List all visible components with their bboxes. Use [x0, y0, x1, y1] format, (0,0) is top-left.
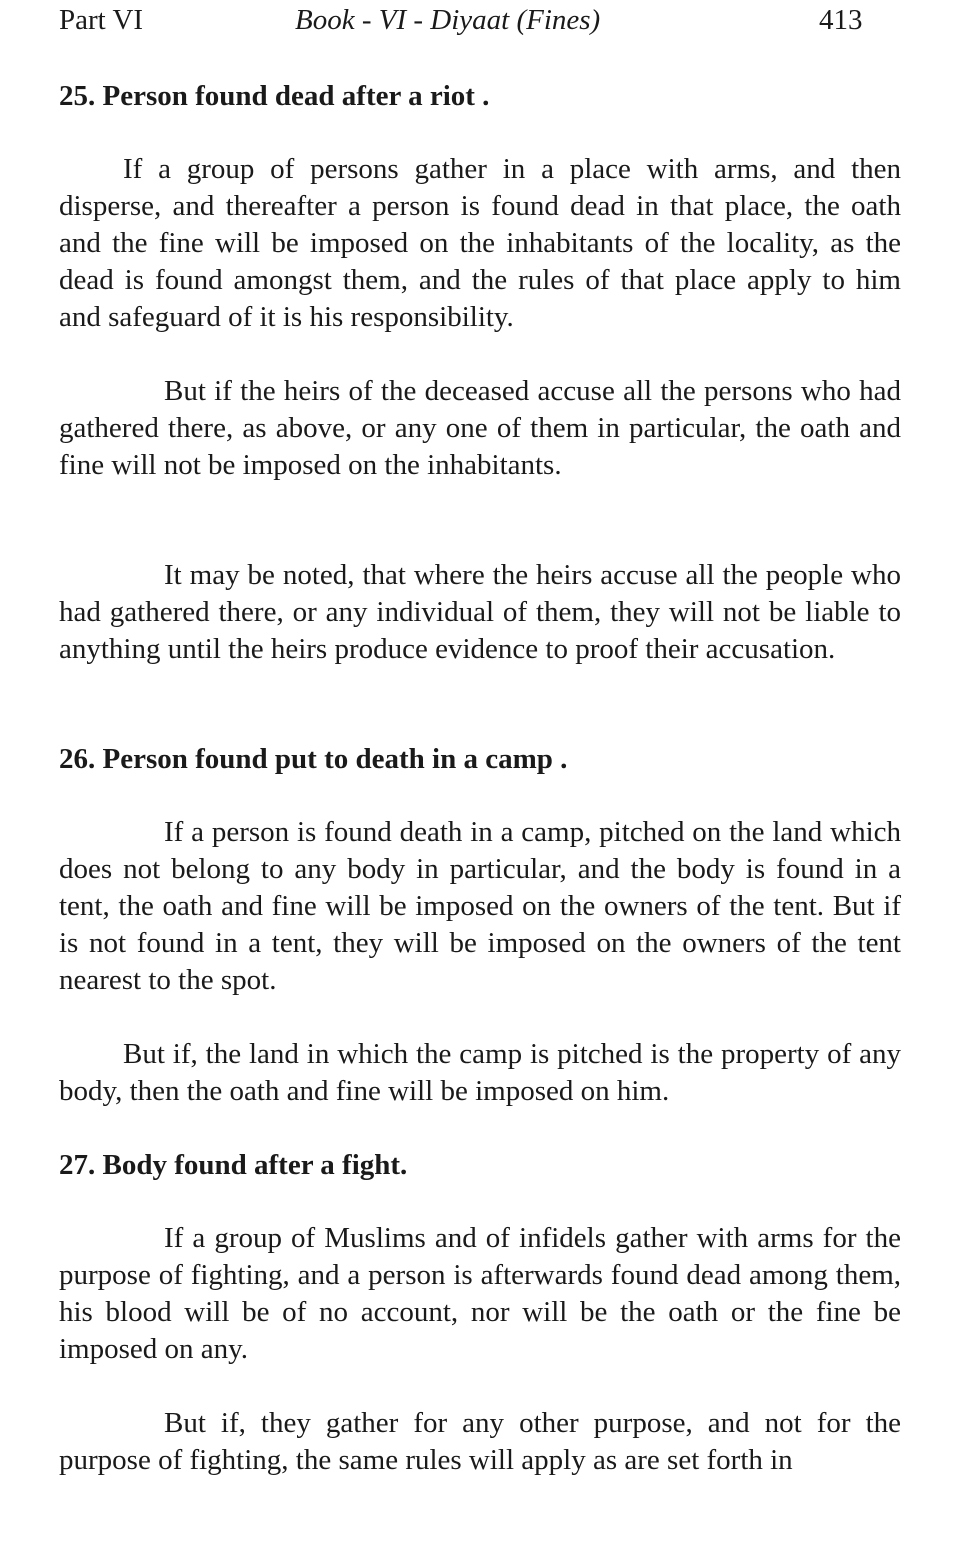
- section-heading-27: 27. Body found after a fight.: [59, 1149, 408, 1181]
- part-label: Part VI: [59, 4, 144, 36]
- paragraph-27-1: If a group of Muslims and of infidels gather with arms for the purpose of fighting, and a person is afterwards found dead among them, his blood will be of no account, nor will be the oath or the fine be imposed on any.: [59, 1222, 901, 1365]
- page-number: 413: [819, 4, 863, 36]
- book-title: Book - VI - Diyaat (Fines): [295, 4, 601, 36]
- paragraph-27-2: But if, they gather for any other purpose, and not for the purpose of fighting, the same rules will apply as are set forth in: [59, 1407, 901, 1476]
- paragraph-25-3: It may be noted, that where the heirs accuse all the people who had gathered there, or any individual of them, they will not be liable to anything until the heirs produce evidence to proof their accusation.: [59, 559, 901, 665]
- section-heading-25: 25. Person found dead after a riot .: [59, 80, 490, 112]
- running-head: [59, 4, 901, 44]
- paragraph-26-2: But if, the land in which the camp is pitched is the property of any body, then the oath and fine will be imposed on him.: [59, 1038, 901, 1107]
- paragraph-26-1: If a person is found death in a camp, pitched on the land which does not belong to any body in particular, and the body is found in a tent, the oath and fine will be imposed on the owners of the tent. But if is not found in a tent, they will be imposed on the owners of the tent nearest to the spot.: [59, 816, 901, 996]
- section-heading-26: 26. Person found put to death in a camp .: [59, 743, 568, 775]
- paragraph-25-1: If a group of persons gather in a place with arms, and then disperse, and thereafter a person is found dead in that place, the oath and the fine will be imposed on the inhabitants of the locality, as the dead is found amongst them, and the rules of that place apply to him and safeguard of it is his responsibility.: [59, 153, 901, 333]
- paragraph-25-2: But if the heirs of the deceased accuse all the persons who had gathered there, as above, or any one of them in particular, the oath and fine will not be imposed on the inhabitants.: [59, 375, 901, 481]
